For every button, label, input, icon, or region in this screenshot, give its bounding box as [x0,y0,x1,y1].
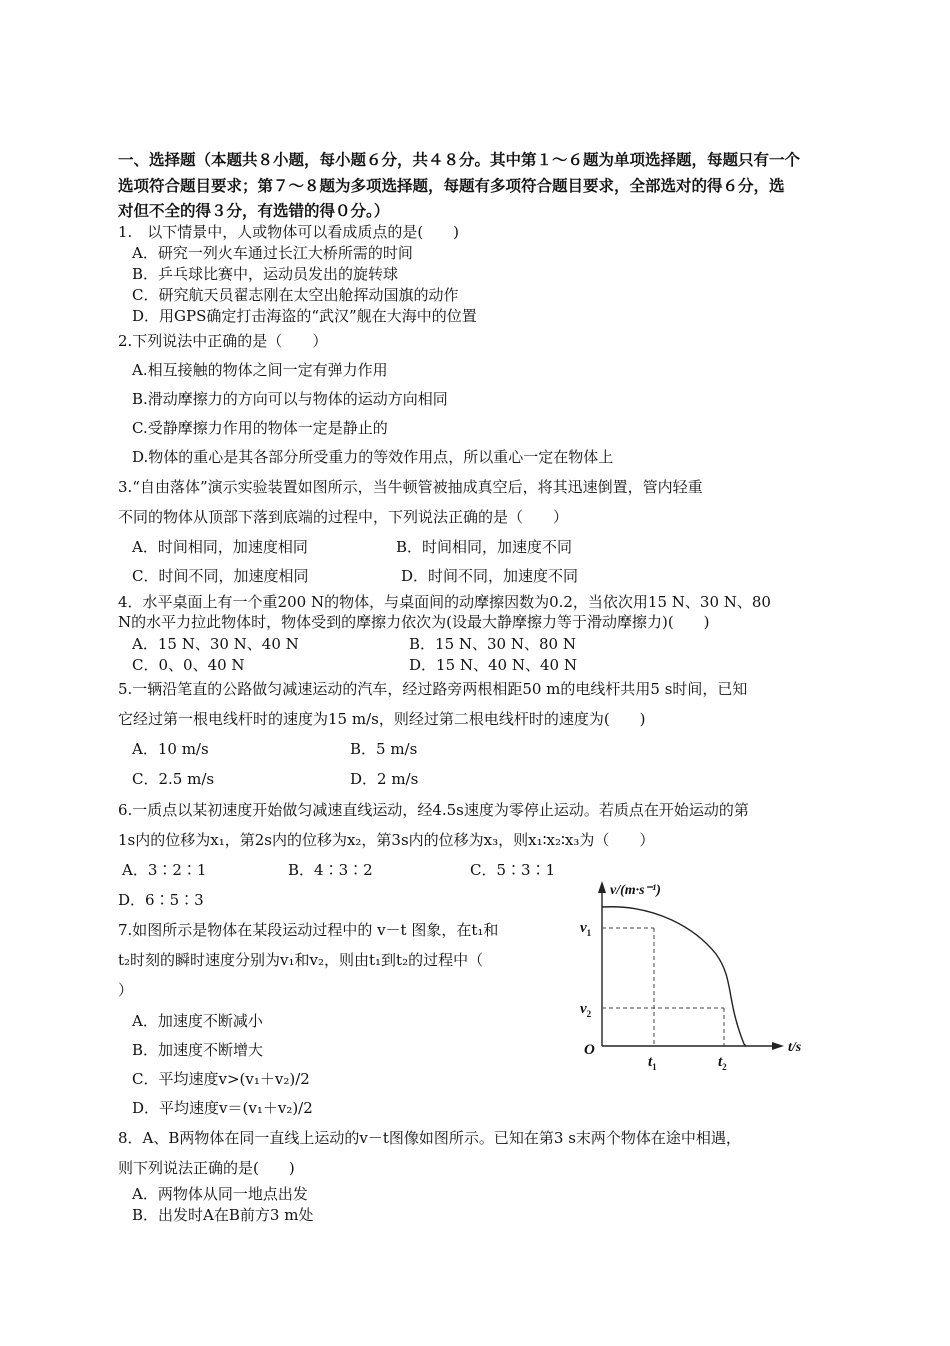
y-axis-arrow [598,881,606,893]
question-6-option-b: B．4∶3∶2 [288,861,373,879]
y-axis-label: v/(m·s⁻¹) [610,883,661,898]
question-1-option-a: A．研究一列火车通过长江大桥所需的时间 [132,244,413,262]
question-4-option-d: D．15 N、40 N、40 N [409,656,577,674]
question-4-stem-line-1: 4．水平桌面上有一个重200 N的物体，与桌面间的动摩擦因数为0.2，当依次用15 N、30 N、80 [118,593,771,611]
question-2-option-b: B.滑动摩擦力的方向可以与物体的运动方向相同 [132,390,448,408]
v1-label: $v_1$ [580,920,592,938]
question-7-option-b: B．加速度不断增大 [132,1041,264,1059]
question-6-option-a: A．3∶2∶1 [122,861,207,879]
question-7-option-c: C．平均速度v>(v₁＋v₂)/2 [132,1070,310,1088]
question-8-stem-line-2: 则下列说法正确的是( ) [118,1159,295,1177]
question-1-option-c: C．研究航天员翟志刚在太空出舱挥动国旗的动作 [132,286,459,304]
question-3-option-d: D．时间不同，加速度不同 [401,567,579,585]
question-2-option-a: A.相互接触的物体之间一定有弹力作用 [132,361,388,379]
question-7-stem-line-3: ） [118,981,134,999]
question-4-option-a: A．15 N、30 N、40 N [132,635,299,653]
question-8-option-a: A．两物体从同一地点出发 [132,1185,308,1203]
question-6-option-c: C．5∶3∶1 [470,861,556,879]
question-6-option-d: D．6∶5∶3 [118,891,204,909]
x-axis-arrow [772,1042,784,1050]
question-8-option-b: B．出发时A在B前方3 m处 [132,1206,314,1224]
question-6-stem-line-1: 6.一质点以某初速度开始做匀减速直线运动，经4.5s速度为零停止运动。若质点在开始运动的第 [118,801,749,819]
section-header-line-1: 一、选择题（本题共８小题，每小题６分，共４８分。其中第１～６题为单项选择题，每题只有一个 [118,150,801,169]
question-1-option-b: B．乒乓球比赛中，运动员发出的旋转球 [132,265,399,283]
question-3-stem-line-2: 不同的物体从顶部下落到底端的过程中，下列说法正确的是（ ） [118,508,569,526]
x-axis-label: t/s [788,1040,802,1055]
question-3-option-c: C．时间不同，加速度相同 [132,567,309,585]
t2-label: $t_2$ [718,1054,727,1072]
t1-label: $t_1$ [648,1054,657,1072]
question-3-option-a: A．时间相同，加速度相同 [132,538,308,556]
question-2-stem: 2.下列说法中正确的是（ ） [118,332,328,350]
question-3-option-b: B．时间相同，加速度不同 [396,538,573,556]
v2-label: $v_2$ [580,1001,592,1019]
question-4-option-b: B．15 N、30 N、80 N [409,635,576,653]
question-3-stem-line-1: 3.“自由落体”演示实验装置如图所示，当牛顿管被抽成真空后，将其迅速倒置，管内轻重 [118,478,703,496]
question-5-option-d: D．2 m/s [350,770,419,788]
question-7-option-d: D．平均速度v＝(v₁＋v₂)/2 [132,1099,313,1117]
question-6-stem-line-2: 1s内的位移为x₁，第2s内的位移为x₂，第3s内的位移为x₃，则x₁∶x₂∶x₃为（ ） [118,831,655,849]
vt-graph-figure [576,874,840,1074]
question-5-option-c: C．2.5 m/s [132,770,215,788]
question-2-option-c: C.受静摩擦力作用的物体一定是静止的 [132,419,388,437]
question-7-stem-line-2: t₂时刻的瞬时速度分别为v₁和v₂，则由t₁到t₂的过程中（ [118,951,484,969]
question-5-option-a: A．10 m/s [132,740,209,758]
question-4-stem-line-2: N的水平力拉此物体时，物体受到的摩擦力依次为(设最大静摩擦力等于滑动摩擦力)( ) [118,613,710,631]
question-5-option-b: B．5 m/s [350,740,418,758]
question-8-stem-line-1: 8．A、B两物体在同一直线上运动的v－t图像如图所示。已知在第3 s末两个物体在途中相遇， [118,1129,741,1147]
question-1-stem: 1. 以下情景中，人或物体可以看成质点的是( ) [118,223,460,241]
origin-label: O [584,1042,595,1058]
question-5-stem-line-1: 5.一辆沿笔直的公路做匀减速运动的汽车，经过路旁两根相距50 m的电线杆共用5 s时间，已知 [118,680,748,698]
question-7-option-a: A．加速度不断减小 [132,1012,263,1030]
question-2-option-d: D.物体的重心是其各部分所受重力的等效作用点，所以重心一定在物体上 [132,448,614,466]
section-header-line-2: 选项符合题目要求；第７～８题为多项选择题，每题有多项符合题目要求，全部选对的得６分，选 [118,176,785,195]
question-1-option-d: D．用GPS确定打击海盗的“武汉”舰在大海中的位置 [132,307,477,325]
question-4-option-c: C．0、0、40 N [132,656,245,674]
section-header-line-3: 对但不全的得３分，有选错的得０分。） [118,201,390,220]
question-5-stem-line-2: 它经过第一根电线杆时的速度为15 m/s，则经过第二根电线杆时的速度为( ) [118,710,646,728]
question-7-stem-line-1: 7.如图所示是物体在某段运动过程中的 v－t 图象，在t₁和 [118,921,499,939]
